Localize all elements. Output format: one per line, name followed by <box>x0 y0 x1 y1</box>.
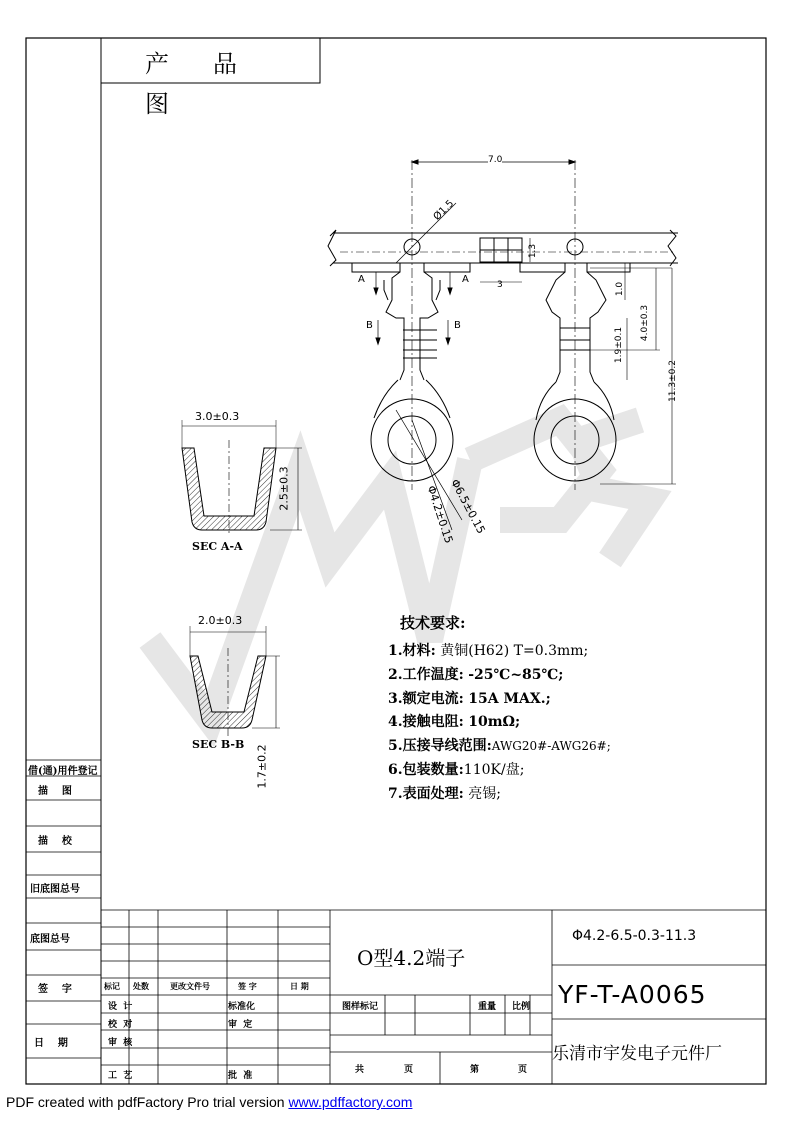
requirement-5: 5.压接导线范围:AWG20#-AWG26#; <box>388 738 611 754</box>
requirement-2: 2.工作温度: -25℃~85℃; <box>388 667 564 683</box>
sec-b-label: SEC B-B <box>192 738 245 751</box>
weight-label: 重量 <box>478 1002 497 1012</box>
requirement-6: 6.包装数量:110K/盘; <box>388 762 525 778</box>
sec-a-label: SEC A-A <box>192 540 243 553</box>
dim-1-0: 1.0 <box>615 281 626 297</box>
pdf-footer <box>6 1094 412 1110</box>
design-label: 设 计 <box>108 1002 133 1012</box>
borrow-register-label: 借(通)用件登记 <box>28 766 98 777</box>
product-name: O型4.2端子 <box>357 946 466 970</box>
dim-11-3: 11.3±0.2 <box>667 360 678 402</box>
col-mark: 标记 <box>104 981 120 991</box>
section-b-left: B <box>366 320 373 331</box>
requirement-1: 1.材料: 黄铜(H62) T=0.3mm; <box>388 643 589 659</box>
dim-3: 3 <box>497 280 503 290</box>
part-number: YF-T-A0065 <box>558 980 707 1009</box>
dim-6-5: Φ6.5±0.15 <box>448 477 488 536</box>
dim-4-2: Φ4.2±0.15 <box>424 484 456 545</box>
sec-b-width: 2.0±0.3 <box>198 614 243 627</box>
dim-hole-dia: Ø1.5 <box>431 198 457 223</box>
section-a-right: A <box>462 274 469 285</box>
drawing-mark-label: 图样标记 <box>342 1002 379 1012</box>
total-page-label: 页 <box>404 1065 414 1075</box>
sec-a-width: 3.0±0.3 <box>195 410 240 423</box>
section-a-left: A <box>358 274 365 285</box>
title-char-1: 产 <box>145 50 169 78</box>
title-char-3: 图 <box>145 90 169 118</box>
left-column-lines <box>26 760 101 1058</box>
col-change-doc: 更改文件号 <box>170 981 210 991</box>
standardize-label: 标准化 <box>228 1002 256 1012</box>
dim-4-0: 4.0±0.3 <box>640 304 651 342</box>
date-label: 日 期 <box>34 1038 68 1049</box>
base-drawing-no-label: 底图总号 <box>30 934 70 945</box>
requirement-7: 7.表面处理: 亮锡; <box>388 786 501 802</box>
process-label: 工 艺 <box>108 1071 133 1081</box>
section-b-right: B <box>454 320 461 331</box>
col-sign: 签 字 <box>238 981 257 991</box>
page-title <box>145 44 237 79</box>
sheet-page-label: 页 <box>518 1065 528 1075</box>
audit-label: 审 核 <box>108 1038 133 1048</box>
dim-1-9: 1.9±0.1 <box>614 326 625 364</box>
total-label: 共 <box>355 1065 365 1075</box>
check-label: 校 对 <box>108 1020 133 1030</box>
requirement-3: 3.额定电流: 15A MAX.; <box>388 691 551 707</box>
sec-a-height: 2.5±0.3 <box>277 466 291 511</box>
requirement-4: 4.接触电阻: 10mΩ; <box>388 714 521 730</box>
scale-label: 比例 <box>512 1002 531 1012</box>
col-count: 处数 <box>133 981 149 991</box>
trace-label: 描 图 <box>38 786 72 797</box>
title-char-2: 品 <box>213 50 237 78</box>
sign-label: 签 字 <box>38 984 72 995</box>
footer-text: PDF created with pdfFactory Pro trial version <box>6 1094 289 1110</box>
requirements-heading: 技术要求: <box>400 614 466 632</box>
dim-1-3: 1.3 <box>528 243 539 259</box>
review-label: 审 定 <box>228 1020 253 1030</box>
trace-check-label: 描 校 <box>38 836 72 847</box>
col-date: 日 期 <box>290 981 309 991</box>
footer-link[interactable]: www.pdffactory.com <box>288 1094 413 1110</box>
product-spec: Φ4.2-6.5-0.3-11.3 <box>572 928 697 944</box>
company-name: 乐清市宇发电子元件厂 <box>552 1044 722 1064</box>
sec-b-height: 1.7±0.2 <box>255 744 269 789</box>
dim-pitch: 7.0 <box>488 155 503 165</box>
old-drawing-no-label: 旧底图总号 <box>30 884 80 895</box>
sheet-label: 第 <box>470 1065 480 1075</box>
approve-label: 批 准 <box>228 1071 253 1081</box>
